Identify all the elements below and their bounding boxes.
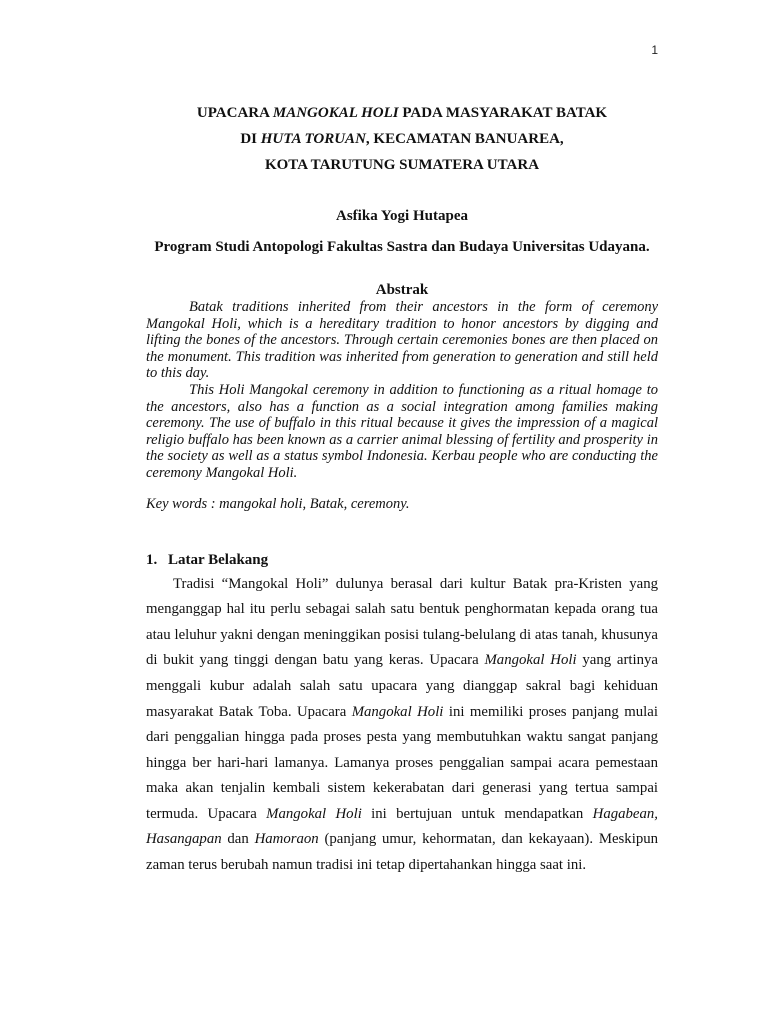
author-affiliation: Program Studi Antopologi Fakultas Sastra dan Budaya Universitas Udayana. — [154, 239, 650, 255]
section-heading — [146, 550, 658, 570]
keywords: Key words : mangokal holi, Batak, ceremony. — [146, 495, 410, 512]
abstract-paragraph-2: This Holi Mangokal ceremony in addition to functioning as a ritual homage to the ancestors, also has a function as a social integration among families making ceremony. The use of buffalo in this ritual because it gives the impression of a magical religio buffalo has been known as a carrier animal blessing of fertility and prosperity in the society as well as a status symbol Indonesia. Kerbau people who are conducting the ceremony Mangokal Holi. — [146, 381, 658, 481]
page-number: 1 — [651, 43, 658, 57]
title-line-2: DI HUTA TORUAN, KECAMATAN BANUAREA, — [240, 131, 564, 147]
body-paragraph: Tradisi “Mangokal Holi” dulunya berasal dari kultur Batak pra-Kristen yang menganggap hal itu perlu sebagai salah satu bentuk penghormatan kepada orang tua atau leluhur yakni dengan meninggikan posisi tulang-belulang di atas tanah, khusunya di bukit yang tinggi dengan batu yang keras. Upacara Mangokal Holi yang artinya menggali kubur adalah salah satu upacara yang dianggap sakral bagi kehiduan masyarakat Batak Toba. Upacara Mangokal Holi ini memiliki proses panjang mulai dari penggalian hingga pada proses pesta yang membutuhkan waktu sangat panjang hingga ber hari-hari lamanya. Lamanya proses penggalian sampai acara pemestaan maka akan tenjalin kembali sistem kekerabatan dari generasi yang tertua sampai termuda. Upacara Mangokal Holi ini bertujuan untuk mendapatkan Hagabean, Hasangapan dan Hamoraon (panjang umur, kehormatan, dan kekayaan). Meskipun zaman terus berubah namun tradisi ini tetap dipertahankan hingga saat ini. — [146, 575, 659, 874]
author-name: Asfika Yogi Hutapea — [336, 208, 468, 224]
section-number: 1. — [146, 551, 158, 568]
title-line-3: KOTA TARUTUNG SUMATERA UTARA — [264, 157, 540, 173]
section-title: Latar Belakang — [168, 551, 269, 568]
document-body — [146, 100, 658, 879]
title-line-1: UPACARA MANGOKAL HOLI PADA MASYARAKAT BATAK — [196, 105, 608, 121]
abstract-heading: Abstrak — [375, 282, 429, 298]
abstract-paragraph-1: Batak traditions inherited from their ancestors in the form of ceremony Mangokal Holi, which is a hereditary tradition to honor ancestors by digging and lifting the bones of the ancestors. Through certain ceremonies bones are then placed on the monument. This tradition was inherited from generation to generation and still held to this day. — [146, 299, 658, 382]
paper-title — [146, 100, 658, 178]
